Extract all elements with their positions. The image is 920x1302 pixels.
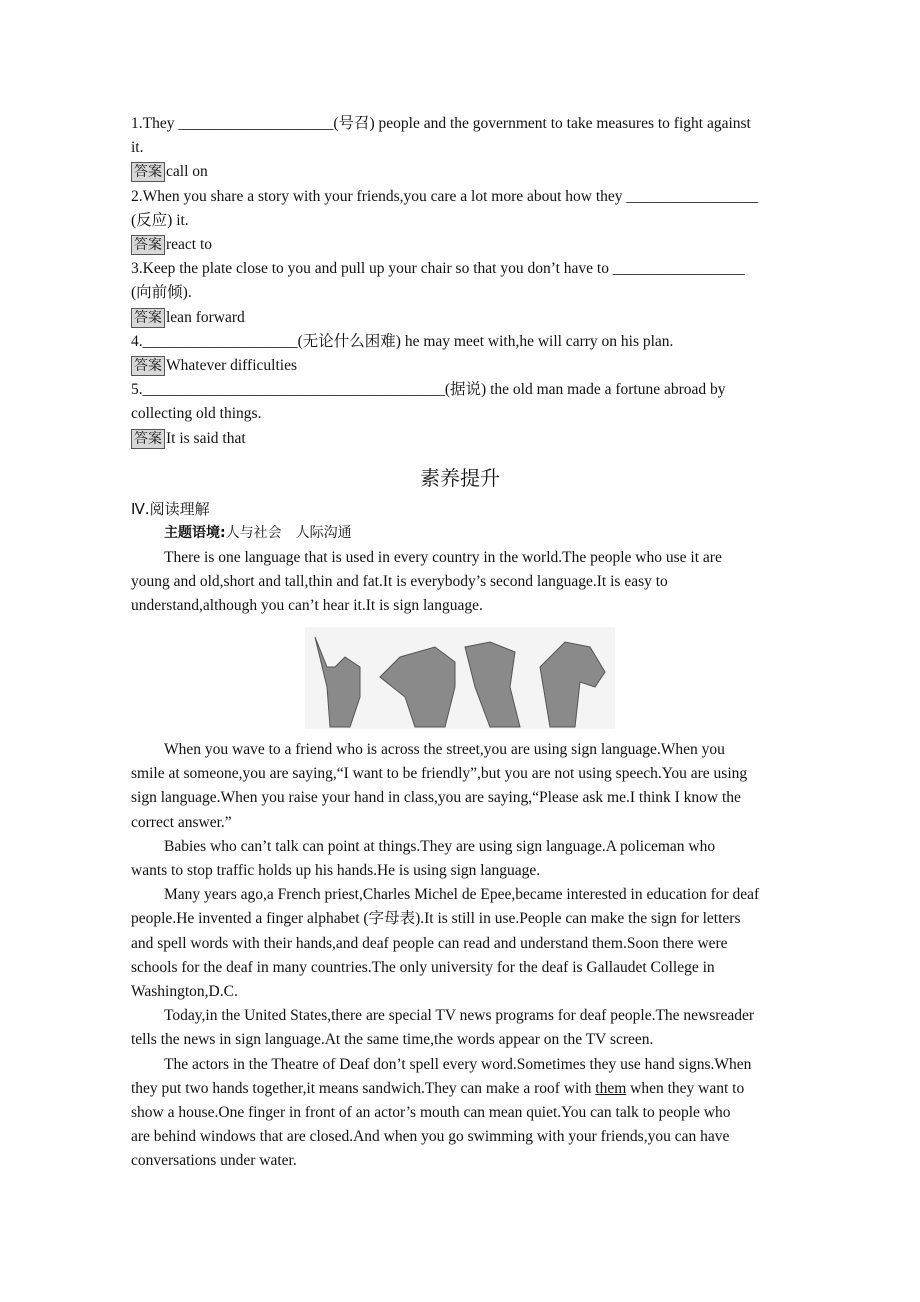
answer-row [131,235,212,255]
answer-label: 答案 [131,356,165,376]
paragraph-line: The actors in the Theatre of Deaf don’t spell every word.Sometimes they use hand signs.When [164,1055,752,1073]
paragraph-line: Today,in the United States,there are special TV news programs for deaf people.The newsreader [164,1007,754,1025]
paragraph-line: When you wave to a friend who is across the street,you are using sign language.When you [164,741,725,758]
hand-signs-image [305,627,615,729]
theme-value: 人与社会 人际沟通 [225,525,352,541]
paragraph-line: understand,although you can’t hear it.It is sign language. [131,597,483,615]
theme-label: 主题语境: [164,525,226,541]
question-line: 2.When you share a story with your friends,you care a lot more about how they _________________ [131,187,759,205]
section-title: 素养提升 [420,466,500,490]
answer-label: 答案 [131,235,165,255]
paragraph-line: wants to stop traffic holds up his hands.He is using sign language. [131,862,541,879]
question-line: it. [131,139,144,157]
paragraph-line: conversations under water. [131,1152,297,1170]
paragraph-line: schools for the deaf in many countries.The only university for the deaf is Gallaudet College in [131,958,715,976]
paragraph-line: tells the news in sign language.At the same time,the words appear on the TV screen. [131,1031,654,1049]
paragraph-line: young and old,short and tall,thin and fat.It is everybody’s second language.It is easy to [131,573,668,591]
question-line: 1.They ____________________(号召) people and the government to take measures to fight against [131,115,751,132]
question-line: collecting old things. [131,405,262,423]
question-line: 3.Keep the plate close to you and pull up your chair so that you don’t have to _________________ [131,260,745,278]
answer-text: react to [166,236,213,253]
question-line: (反应) it. [131,211,189,229]
reading-heading: Ⅳ.阅读理解 [131,500,210,518]
paragraph-line: sign language.When you raise your hand in class,you are saying,“Please ask me.I think I know the [131,789,741,807]
paragraph-line: Many years ago,a French priest,Charles Michel de Epee,became interested in education for deaf [164,886,760,904]
question-line: (向前倾). [131,284,192,302]
answer-label: 答案 [131,162,165,182]
question-line: 5._______________________________________(据说) the old man made a fortune abroad by [131,381,726,399]
question-line: 4.____________________(无论什么困难) he may meet with,he will carry on his plan. [131,332,674,350]
answer-row [131,429,246,449]
paragraph-line: show a house.One finger in front of an actor’s mouth can mean quiet.You can talk to people who [131,1104,731,1121]
answer-label: 答案 [131,429,165,449]
answer-text: lean forward [166,308,245,326]
paragraph-line: There is one language that is used in every country in the world.The people who use it are [164,549,722,566]
answer-text: Whatever difficulties [166,357,297,374]
paragraph-line: are behind windows that are closed.And when you go swimming with your friends,you can have [131,1128,730,1146]
paragraph-line: they put two hands together,it means sandwich.They can make a roof with them when they want to [131,1079,745,1097]
answer-text: call on [166,163,208,181]
paragraph-line: Washington,D.C. [131,983,238,1000]
paragraph-line: and spell words with their hands,and deaf people can read and understand them.Soon there were [131,934,728,952]
paragraph-line: people.He invented a finger alphabet (字母表).It is still in use.People can make the sign for letters [131,910,741,928]
answer-text: It is said that [166,429,246,447]
paragraph-line: correct answer.” [131,813,232,831]
underlined-word: them [595,1079,627,1097]
theme-line [164,523,352,543]
paragraph-line: smile at someone,you are saying,“I want to be friendly”,but you are not using speech.You are using [131,765,748,783]
answer-row [131,162,208,182]
answer-row [131,356,297,376]
paragraph-line: Babies who can’t talk can point at things.They are using sign language.A policeman who [164,837,716,855]
answer-row [131,308,245,328]
answer-label: 答案 [131,308,165,328]
